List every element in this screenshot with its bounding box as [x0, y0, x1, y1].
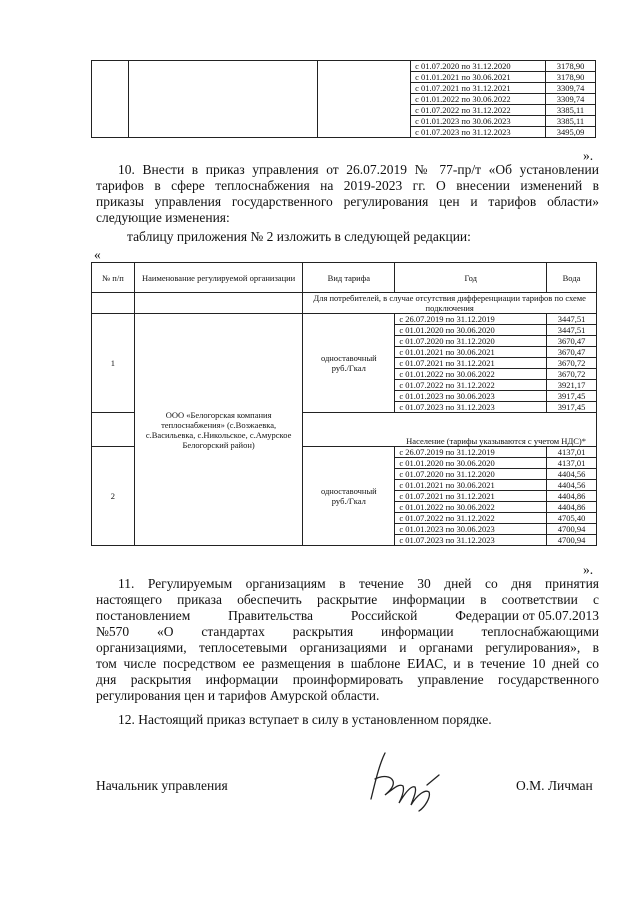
- period-cell: с 01.07.2020 по 31.12.2020: [395, 336, 547, 347]
- table-row: [92, 61, 596, 72]
- period-cell: с 01.07.2021 по 31.12.2021: [411, 83, 546, 94]
- value-cell: 3495,09: [546, 127, 596, 138]
- open-quote: «: [94, 247, 101, 262]
- empty-num: [92, 61, 129, 138]
- para11-line7: дня раскрытия информации проинформировать управление государственного: [96, 672, 599, 687]
- value-cell: 3309,74: [546, 94, 596, 105]
- section2-title: Население (тарифы указываются с учетом НДС)*: [303, 413, 597, 447]
- value-cell: 3178,90: [546, 61, 596, 72]
- value-cell: 3309,74: [546, 83, 596, 94]
- value-cell: 3670,47: [547, 336, 597, 347]
- value-cell: 4404,86: [547, 491, 597, 502]
- para11-line8: регулирования цен и тарифов Амурской области.: [96, 688, 380, 703]
- value-cell: 3385,11: [546, 116, 596, 127]
- para10-line1: 10. Внести в приказ управления от 26.07.2019 № 77-пр/т «Об установлении: [118, 162, 599, 177]
- period-cell: с 01.01.2022 по 30.06.2022: [395, 502, 547, 513]
- closing-quote-2: ».: [583, 562, 594, 577]
- value-cell: 4137,01: [547, 447, 597, 458]
- value-cell: 3670,72: [547, 358, 597, 369]
- para11-line6: том числе посредством ее размещения в шаблоне ЕИАС, и в течение 10 дней со: [96, 656, 599, 671]
- section1-title: Для потребителей, в случае отсутствия дифференциации тарифов по схеме подключения: [303, 293, 597, 314]
- value-cell: 3178,90: [546, 72, 596, 83]
- period-cell: с 01.01.2020 по 30.06.2020: [395, 458, 547, 469]
- tariff-type: одноставочный руб./Гкал: [303, 447, 395, 546]
- period-cell: с 01.01.2021 по 30.06.2021: [395, 480, 547, 491]
- top-table: [91, 60, 596, 138]
- header-water: Вода: [547, 263, 597, 293]
- period-cell: с 01.07.2022 по 31.12.2022: [395, 380, 547, 391]
- para11-line4: №570 «О стандартах раскрытия информации теплоснабжающими: [96, 624, 599, 639]
- signatory-name: О.М. Личман: [516, 778, 593, 793]
- header-num: № п/п: [92, 263, 135, 293]
- empty-org: [128, 61, 317, 138]
- period-cell: с 26.07.2019 по 31.12.2019: [395, 447, 547, 458]
- value-cell: 3917,45: [547, 402, 597, 413]
- period-cell: с 01.01.2020 по 30.06.2020: [395, 325, 547, 336]
- period-cell: с 01.07.2021 по 31.12.2021: [395, 358, 547, 369]
- row-number: 1: [92, 314, 135, 413]
- period-cell: с 01.01.2023 по 30.06.2023: [395, 524, 547, 535]
- value-cell: 4705,40: [547, 513, 597, 524]
- period-cell: с 01.07.2023 по 31.12.2023: [411, 127, 546, 138]
- value-cell: 4404,86: [547, 502, 597, 513]
- value-cell: 3385,11: [546, 105, 596, 116]
- period-cell: с 01.07.2020 по 31.12.2020: [395, 469, 547, 480]
- organization-name: ООО «Белогорская компания теплоснабжения» (с.Возжаевка, с.Васильевка, с.Никольское, с.Амурское Белогорский район): [134, 314, 303, 546]
- header-org: Наименование регулируемой организации: [134, 263, 303, 293]
- period-cell: с 01.01.2021 по 30.06.2021: [411, 72, 546, 83]
- value-cell: 3447,51: [547, 314, 597, 325]
- para10-line5: таблицу приложения № 2 изложить в следующей редакции:: [127, 229, 471, 244]
- value-cell: 3917,45: [547, 391, 597, 402]
- para10-line3: приказы управления государственного регулирования цен и тарифов области»: [96, 194, 599, 209]
- period-cell: с 01.01.2021 по 30.06.2021: [395, 347, 547, 358]
- period-cell: с 01.01.2023 по 30.06.2023: [411, 116, 546, 127]
- value-cell: 3670,72: [547, 369, 597, 380]
- handwritten-signature-icon: [365, 745, 445, 815]
- para11-line2: настоящего приказа обеспечить раскрытие информации в соответствии с: [96, 592, 599, 607]
- period-cell: с 01.01.2022 по 30.06.2022: [411, 94, 546, 105]
- para10-line4: следующие изменения:: [96, 210, 230, 225]
- tariff-type: одноставочный руб./Гкал: [303, 314, 395, 413]
- period-cell: с 01.07.2020 по 31.12.2020: [411, 61, 546, 72]
- value-cell: 3670,47: [547, 347, 597, 358]
- period-cell: с 01.07.2022 по 31.12.2022: [411, 105, 546, 116]
- period-cell: с 01.07.2023 по 31.12.2023: [395, 402, 547, 413]
- value-cell: 4700,94: [547, 535, 597, 546]
- header-year: Год: [395, 263, 547, 293]
- period-cell: с 01.07.2022 по 31.12.2022: [395, 513, 547, 524]
- value-cell: 4404,56: [547, 469, 597, 480]
- value-cell: 3921,17: [547, 380, 597, 391]
- para10-line2: тарифов в сфере теплоснабжения на 2019-2023 гг. О внесении изменений в: [96, 178, 599, 193]
- row-number: 2: [92, 447, 135, 546]
- value-cell: 4137,01: [547, 458, 597, 469]
- para11-line5: организациями, теплосетевыми организациями и органами регулирования», в: [96, 640, 599, 655]
- period-cell: с 26.07.2019 по 31.12.2019: [395, 314, 547, 325]
- para12: 12. Настоящий приказ вступает в силу в установленном порядке.: [118, 712, 492, 727]
- empty-cell: [92, 413, 135, 447]
- header-tariff-type: Вид тарифа: [303, 263, 395, 293]
- value-cell: 4700,94: [547, 524, 597, 535]
- period-cell: с 01.01.2022 по 30.06.2022: [395, 369, 547, 380]
- para11-line3: постановлением Правительства Российской Федерации от 05.07.2013: [96, 608, 599, 623]
- signatory-title: Начальник управления: [96, 778, 228, 793]
- closing-quote-1: ».: [583, 148, 594, 163]
- period-cell: с 01.01.2023 по 30.06.2023: [395, 391, 547, 402]
- empty-type: [318, 61, 411, 138]
- period-cell: с 01.07.2021 по 31.12.2021: [395, 491, 547, 502]
- value-cell: 3447,51: [547, 325, 597, 336]
- value-cell: 4404,56: [547, 480, 597, 491]
- period-cell: с 01.07.2023 по 31.12.2023: [395, 535, 547, 546]
- tariff-table: [91, 262, 597, 546]
- table-row: [92, 314, 597, 325]
- para11-line1: 11. Регулируемым организациям в течение 30 дней со дня принятия: [118, 576, 599, 591]
